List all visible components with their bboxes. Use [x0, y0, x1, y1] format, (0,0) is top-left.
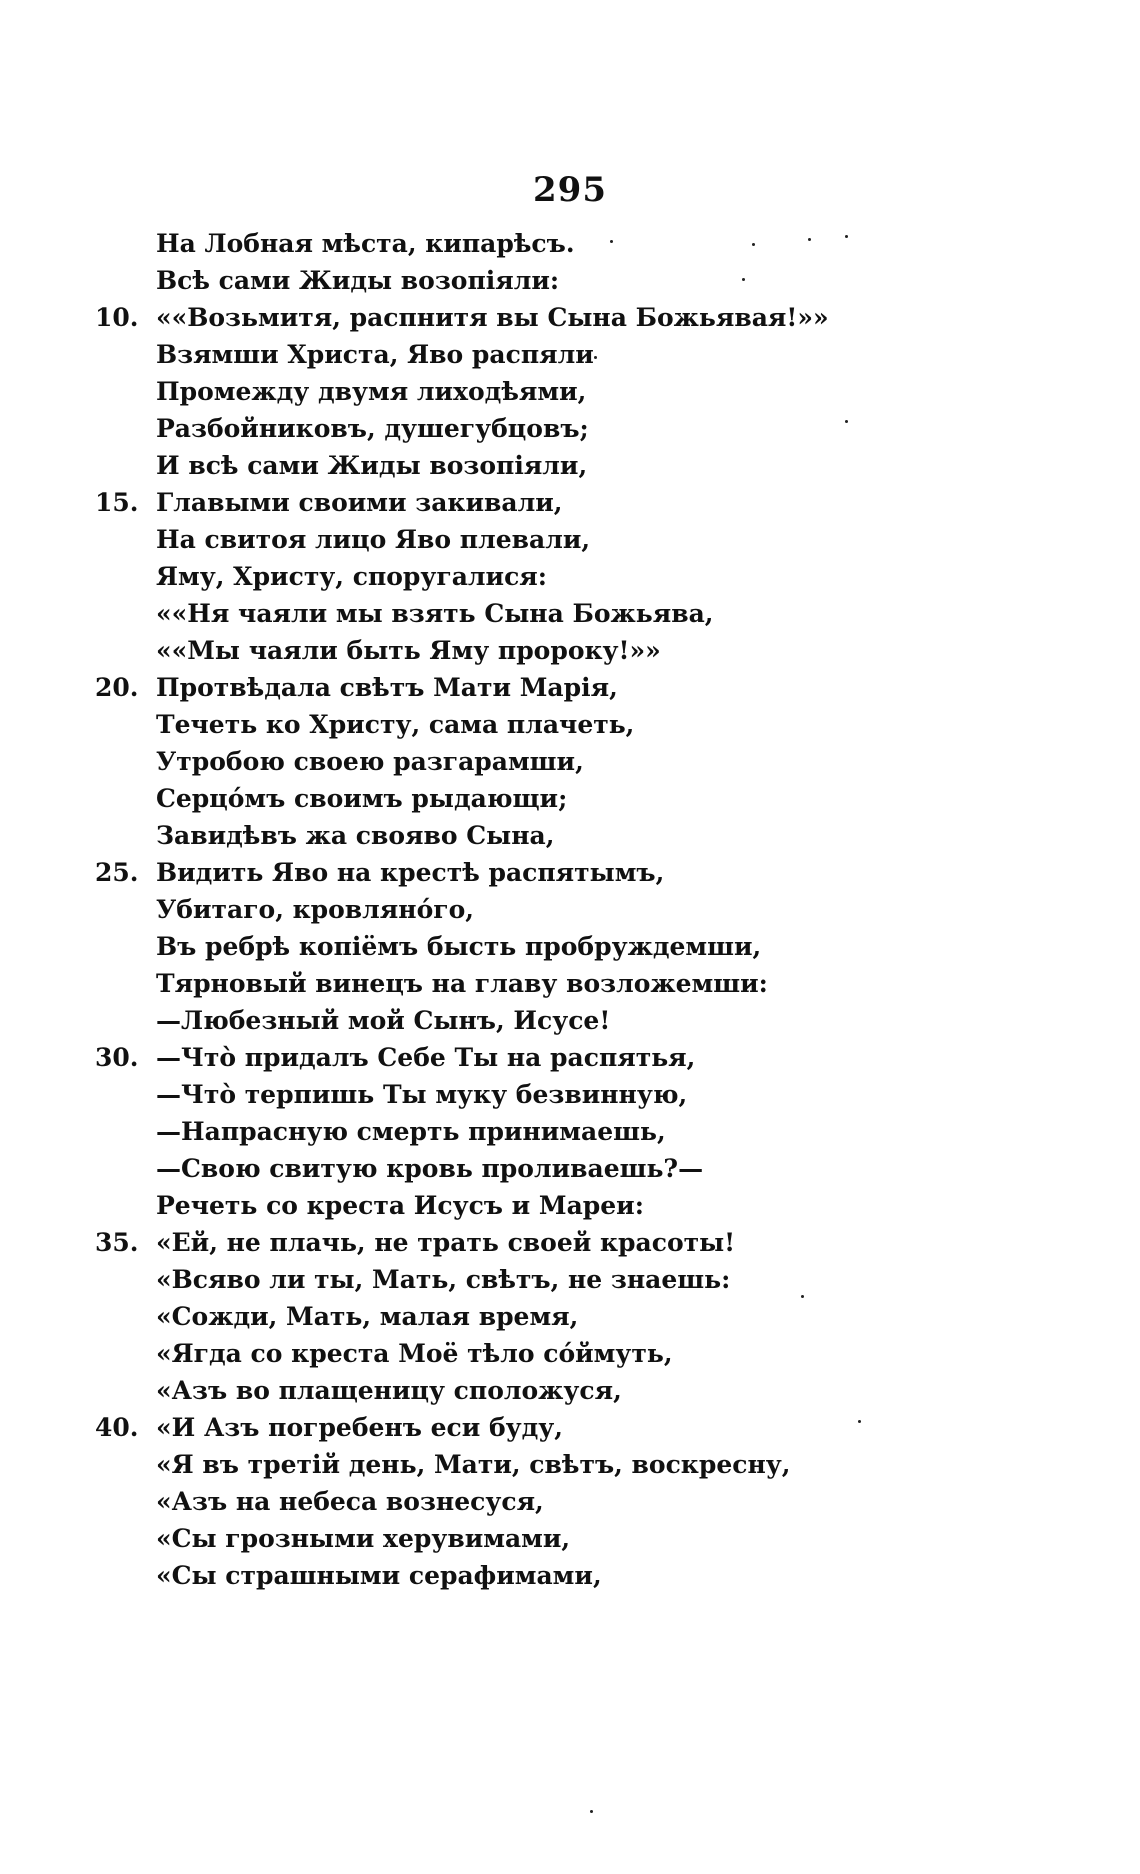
line-text: Протвѣдала свѣтъ Мати Марія,: [156, 673, 618, 702]
line-text: —Свою свитую кровь проливаешь?—: [156, 1154, 704, 1183]
line-number: 15.: [95, 488, 139, 517]
line-number: 10.: [95, 303, 139, 332]
line-text: «Сы страшными серафимами,: [156, 1561, 602, 1590]
scan-speck: [742, 278, 745, 281]
line-number: 40.: [95, 1413, 139, 1442]
line-text: «Азъ на небеса вознесуся,: [156, 1487, 544, 1516]
line-text: Видить Яво на крестѣ распятымъ,: [156, 858, 665, 887]
poem-line: [0, 262, 1140, 299]
poem-line: [0, 447, 1140, 484]
line-text: На Лобная мѣста, кипарѣсъ.: [156, 229, 575, 258]
line-text: ««Ня чаяли мы взять Сына Божьява,: [156, 599, 714, 628]
scan-speck: [594, 356, 597, 359]
scan-speck: [808, 238, 811, 241]
line-text: «Я въ третій день, Мати, свѣтъ, воскресну,: [156, 1450, 791, 1479]
line-text: —Что̀ терпишь Ты муку безвинную,: [156, 1080, 688, 1109]
poem-line: [0, 965, 1140, 1002]
poem-line: [0, 928, 1140, 965]
line-text: Серцо́мъ своимъ рыдающи;: [156, 784, 568, 813]
poem-line: [0, 1261, 1140, 1298]
poem-line: [0, 1113, 1140, 1150]
line-text: Завидѣвъ жа свояво Сына,: [156, 821, 555, 850]
line-text: Утробою своею разгарамши,: [156, 747, 584, 776]
line-text: Убитаго, кровляно́го,: [156, 895, 474, 924]
poem-line: [0, 1150, 1140, 1187]
line-text: «Сы грозными херувимами,: [156, 1524, 571, 1553]
line-text: «Ягда со креста Моё тѣло со́ймуть,: [156, 1339, 673, 1368]
poem-line: [0, 1187, 1140, 1224]
line-number: 35.: [95, 1228, 139, 1257]
poem-line: [0, 854, 1140, 891]
poem-line: [0, 1298, 1140, 1335]
line-text: ««Мы чаяли быть Яму пророку!»»: [156, 636, 661, 665]
poem-line: [0, 780, 1140, 817]
scan-speck: [845, 235, 848, 238]
poem-line: [0, 410, 1140, 447]
poem-line: [0, 1409, 1140, 1446]
line-number: 30.: [95, 1043, 139, 1072]
line-text: Речеть со креста Исусъ и Мареи:: [156, 1191, 644, 1220]
poem-line: [0, 1520, 1140, 1557]
poem-line: [0, 891, 1140, 928]
line-text: «Ей, не плачь, не трать своей красоты!: [156, 1228, 736, 1257]
line-text: —Напрасную смерть принимаешь,: [156, 1117, 666, 1146]
line-text: «Сожди, Мать, малая время,: [156, 1302, 579, 1331]
poem-line: [0, 743, 1140, 780]
line-text: На свитоя лицо Яво плевали,: [156, 525, 591, 554]
poem-line: [0, 1372, 1140, 1409]
poem-line: [0, 373, 1140, 410]
line-text: Главыми своими закивали,: [156, 488, 563, 517]
line-text: Разбойниковъ, душегубцовъ;: [156, 414, 589, 443]
poem-line: [0, 1039, 1140, 1076]
scan-speck: [590, 1810, 593, 1813]
line-text: «Всяво ли ты, Мать, свѣтъ, не знаешь:: [156, 1265, 731, 1294]
line-number: 25.: [95, 858, 139, 887]
line-text: «И Азъ погребенъ еси буду,: [156, 1413, 564, 1442]
poem-line: [0, 521, 1140, 558]
scan-speck: [610, 240, 613, 243]
poem-line: [0, 1557, 1140, 1594]
poem-line: [0, 706, 1140, 743]
line-text: Взямши Христа, Яво раcпяли: [156, 340, 594, 369]
poem-line: [0, 669, 1140, 706]
poem-line: [0, 1483, 1140, 1520]
poem-line: [0, 225, 1140, 262]
poem-line: [0, 1335, 1140, 1372]
page-number: 295: [533, 170, 607, 210]
line-text: Всѣ сами Жиды возопіяли:: [156, 266, 560, 295]
line-text: Въ ребрѣ копіёмъ бысть пробруждемши,: [156, 932, 762, 961]
line-text: ««Возьмитя, распнитя вы Сына Божьявая!»»: [156, 303, 829, 332]
poem-line: [0, 817, 1140, 854]
poem-line: [0, 632, 1140, 669]
poem-line: [0, 336, 1140, 373]
line-text: —Что̀ придалъ Себе Ты на распятья,: [156, 1043, 696, 1072]
poem-line: [0, 1446, 1140, 1483]
line-text: Тярновый винецъ на главу возложемши:: [156, 969, 768, 998]
poem-line: [0, 1224, 1140, 1261]
poem-line: [0, 1076, 1140, 1113]
line-text: Яму, Христу, споругалися:: [156, 562, 548, 591]
poem-line: [0, 299, 1140, 336]
scan-speck: [845, 420, 848, 423]
line-text: «Азъ во плащеницу сположуся,: [156, 1376, 622, 1405]
line-text: Промежду двумя лиходѣями,: [156, 377, 587, 406]
scan-speck: [801, 1295, 804, 1298]
poem-line: [0, 1002, 1140, 1039]
line-text: Течеть ко Христу, сама плачеть,: [156, 710, 635, 739]
line-text: —Любезный мой Сынъ, Исусе!: [156, 1006, 611, 1035]
scan-speck: [858, 1420, 861, 1423]
poem-line: [0, 558, 1140, 595]
scan-speck: [752, 243, 755, 246]
line-text: И всѣ сами Жиды возопіяли,: [156, 451, 588, 480]
line-number: 20.: [95, 673, 139, 702]
poem-line: [0, 595, 1140, 632]
poem-line: [0, 484, 1140, 521]
poem-verses: [0, 225, 1140, 1594]
